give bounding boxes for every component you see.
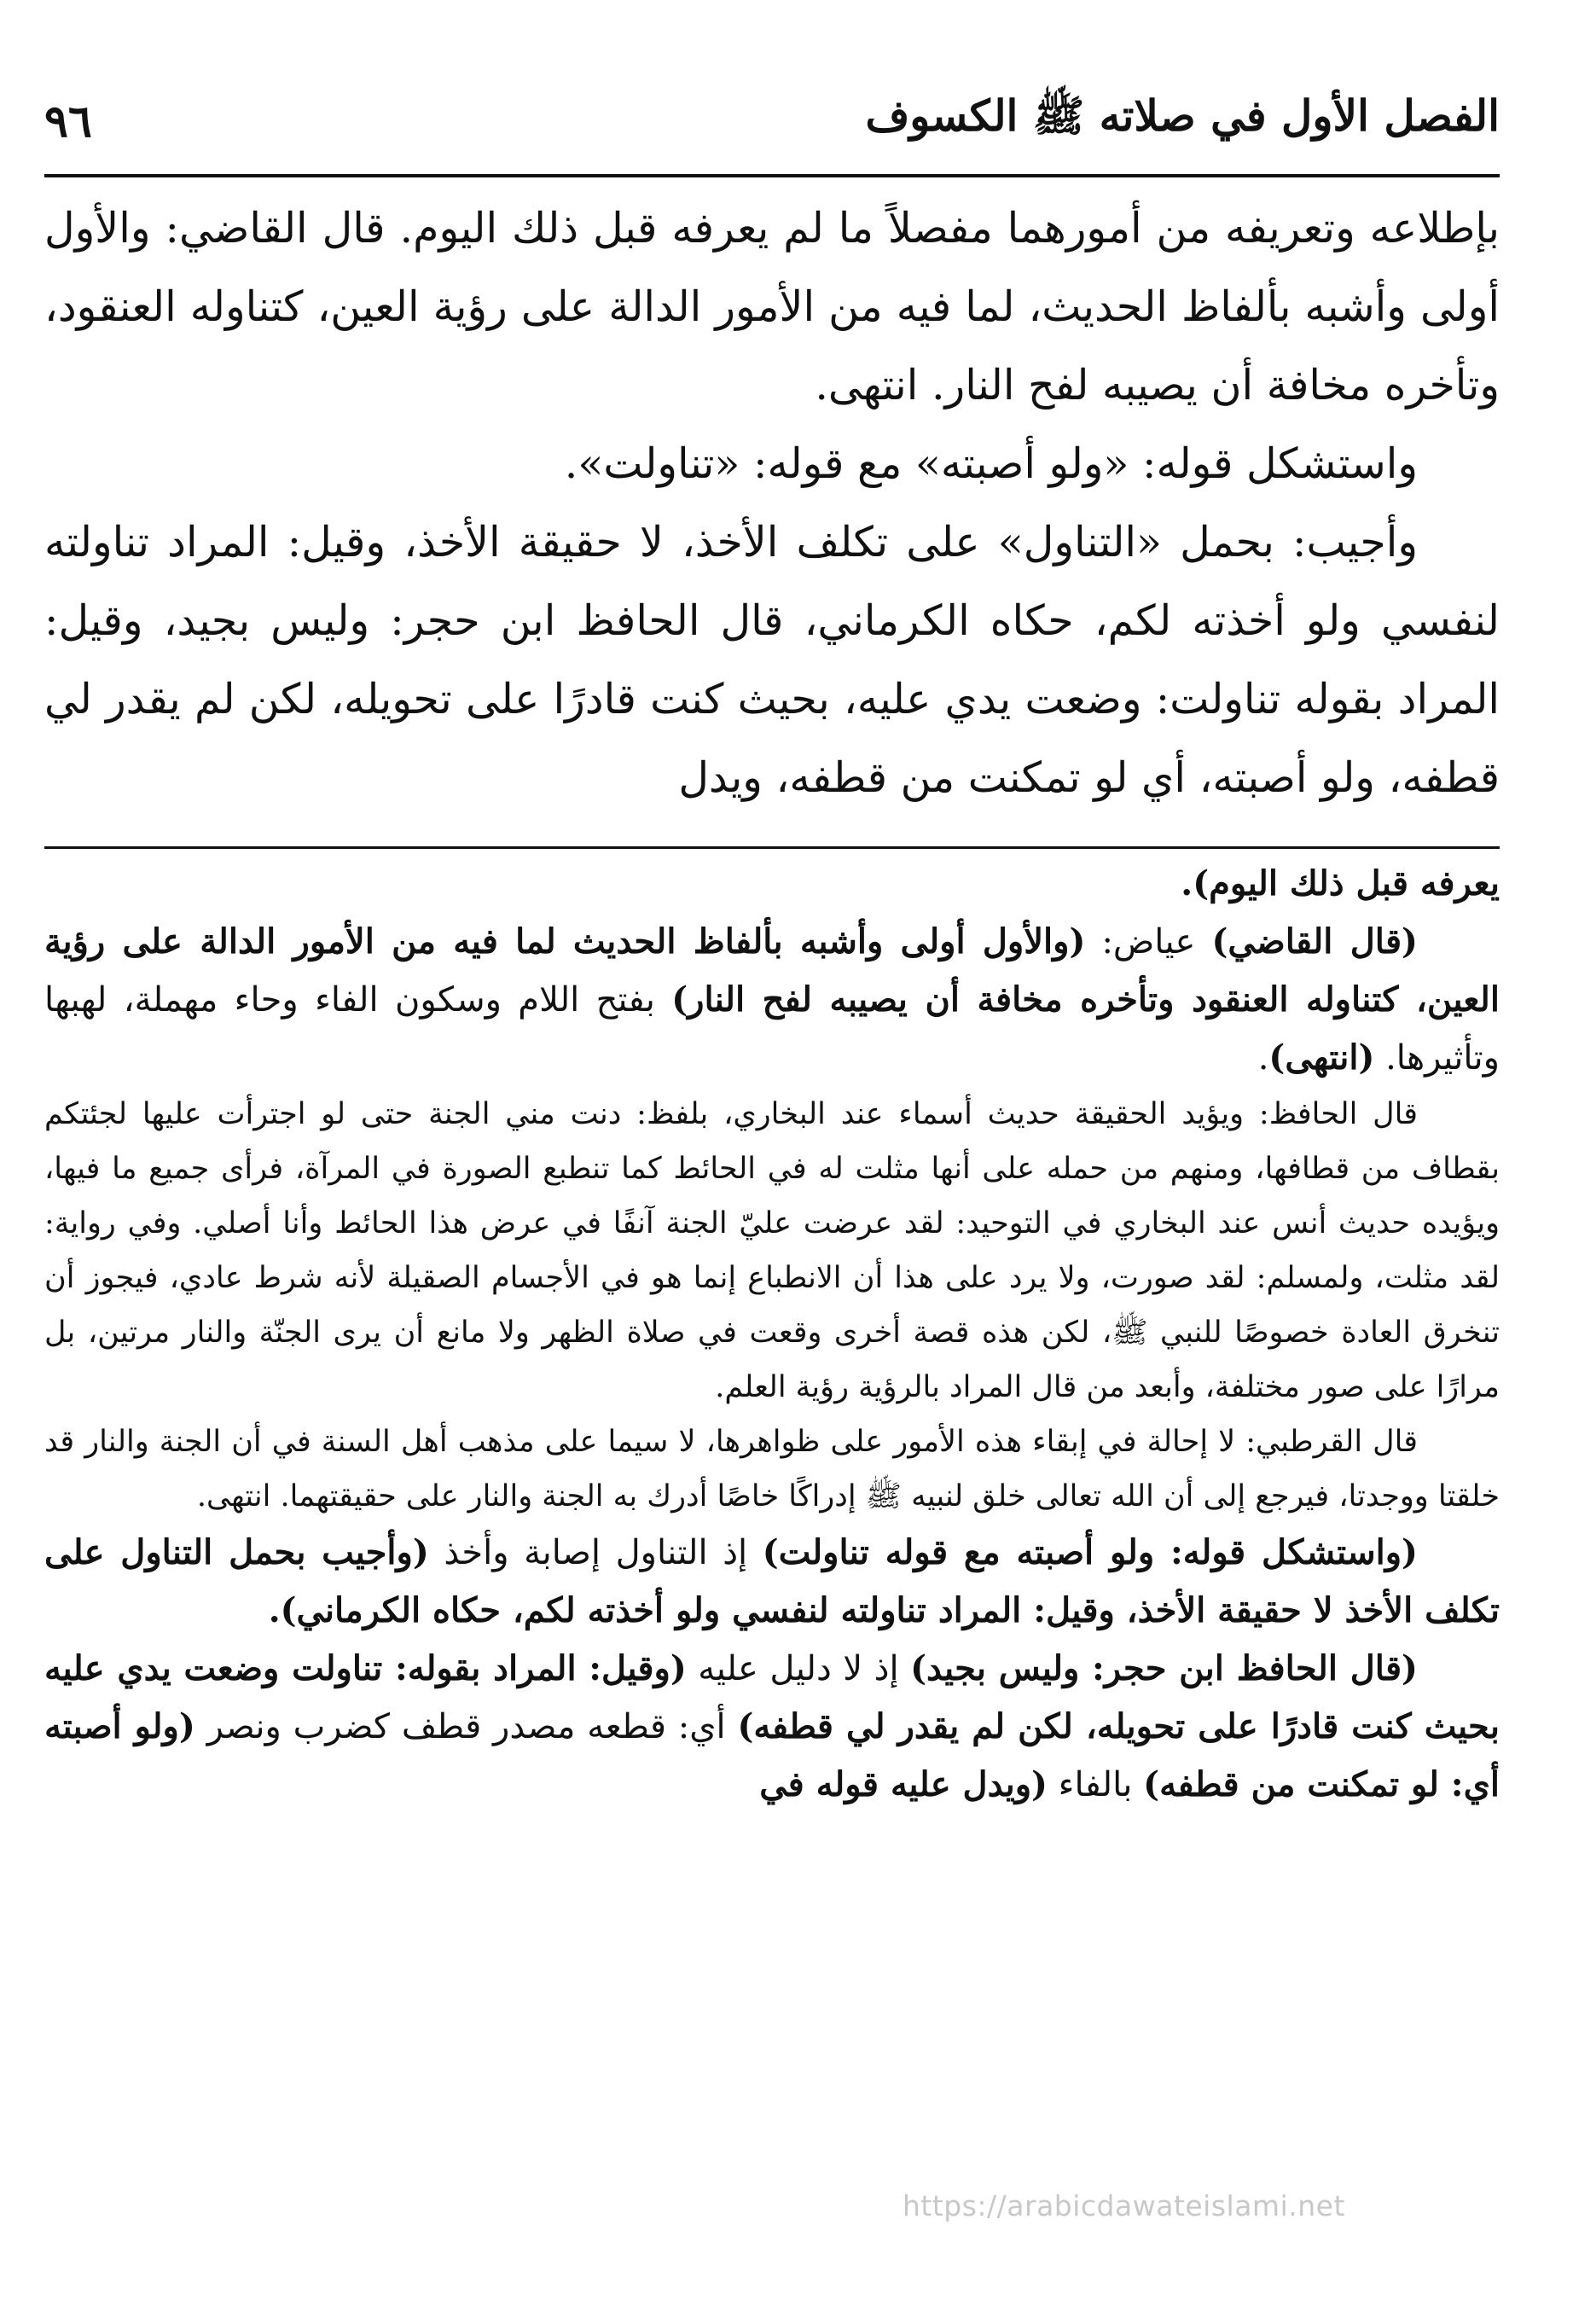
main-paragraph: بإطلاعه وتعريفه من أمورهما مفصلاً ما لم يعرفه قبل ذلك اليوم. قال القاضي: والأول أولى وأشبه بألفاظ الحديث، لما فيه من الأمور الدالة على رؤية العين، كتناوله العنقود، وتأخره مخافة أن يصيبه لفح النار. انتهى.	[44, 204, 1500, 410]
page-number: ٩٦	[44, 95, 92, 148]
quoted-text: (وأجيب بحمل التناول على تكلف الأخذ لا حقيقة الأخذ، وقيل: المراد تناولته لنفسي ولو أخذته لكم، حكاه الكرماني).	[44, 1532, 1500, 1630]
quoted-text: (قال القاضي)	[1211, 921, 1418, 962]
main-paragraph: واستشكل قوله: «ولو أصبته» مع قوله: «تناولت».	[564, 439, 1418, 488]
commentary-paragraph	[44, 855, 1500, 913]
commentary-text	[44, 855, 1500, 2194]
header-rule	[44, 174, 1500, 177]
quoted-text: (وقيل: المراد بقوله: تناولت وضعت يدي عليه بحيث كنت قادرًا على تحويله، لكن لم يقدر لي قطفه)	[44, 1648, 1500, 1746]
commentary-paragraph: قال الحافظ: ويؤيد الحقيقة حديث أسماء عند البخاري، بلفظ: دنت مني الجنة حتى لو اجترأت عليها لجئتكم بقطاف من قطافها، ومنهم من حمله على أنها مثلت له في الحائط كما تنطبع الصورة في المرآة، فرأى جميع ما فيها، ويؤيده حديث أنس عند البخاري في التوحيد: لقد عرضت عليّ الجنة آنفًا في عرض هذا الحائط وأنا أصلي. وفي رواية: لقد مثلت، ولمسلم: لقد صورت، ولا يرد على هذا أن الانطباع إنما هو في الأجسام الصقيلة لأنه شرط عادي، فيجوز أن تنخرق العادة خصوصًا للنبي ﷺ، لكن هذه قصة أخرى وقعت في صلاة الظهر ولا مانع أن يرى الجنّة والنار مرتين، بل مرارًا على صور مختلفة، وأبعد من قال المراد بالرؤية رؤية العلم.	[44, 1097, 1500, 1404]
gloss-text: عياض:	[1085, 922, 1212, 962]
main-paragraph: وأجيب: بحمل «التناول» على تكلف الأخذ، لا حقيقة الأخذ، وقيل: المراد تناولته لنفسي ولو أخذته لكم، حكاه الكرماني، قال الحافظ ابن حجر: وليس بجيد، وقيل: المراد بقوله تناولت: وضعت يدي عليه، بحيث كنت قادرًا على تحويله، لكن لم يقدر لي قطفه، ولو أصبته، أي لو تمكنت من قطفه، ويدل	[44, 518, 1500, 802]
gloss-text: .	[1257, 1038, 1269, 1078]
commentary-paragraph	[44, 1524, 1500, 1640]
quoted-text: (والأول أولى وأشبه بألفاظ الحديث لما فيه من الأمور الدالة على رؤية العين، كتناوله العنقود وتأخره مخافة أن يصيبه لفح النار)	[44, 921, 1500, 1020]
running-title: الفصل الأول في صلاته ﷺ الكسوف	[865, 90, 1500, 141]
commentary-paragraph	[44, 1640, 1500, 1814]
section-divider	[44, 846, 1500, 849]
main-text	[44, 189, 1500, 838]
gloss-text: أي: قطعه مصدر قطف كضرب ونصر	[194, 1707, 738, 1746]
commentary-paragraph: قال القرطبي: لا إحالة في إبقاء هذه الأمور على ظواهرها، لا سيما على مذهب أهل السنة في أن الجنة والنار قد خلقتا ووجدتا، فيرجع إلى أن الله تعالى خلق لنبيه ﷺ إدراكًا خاصًا أدرك به الجنة والنار على حقيقتهما. انتهى.	[44, 1425, 1500, 1514]
gloss-text: بفتح اللام وسكون الفاء وحاء مهملة، لهبها وتأثيرها.	[44, 980, 1500, 1078]
gloss-text: إذ لا دليل عليه	[686, 1649, 911, 1688]
quoted-text: (ولو أصبته أي: لو تمكنت من قطفه)	[44, 1706, 1500, 1804]
gloss-text: بالفاء	[1047, 1765, 1144, 1804]
quoted-text: (ويدل عليه قوله في	[759, 1764, 1048, 1804]
quoted-text: (قال الحافظ ابن حجر: وليس بجيد)	[910, 1648, 1418, 1688]
commentary-paragraph	[44, 913, 1500, 1087]
watermark-url: https://arabicdawateislami.net	[903, 2189, 1345, 2222]
quoted-text: يعرفه قبل ذلك اليوم).	[1181, 863, 1500, 903]
quoted-text: (انتهى)	[1268, 1037, 1375, 1078]
page-header	[44, 82, 1500, 160]
quoted-text: (واستشكل قوله: ولو أصبته مع قوله تناولت)	[762, 1532, 1418, 1572]
gloss-text: إذ التناول إصابة وأخذ	[428, 1533, 763, 1572]
